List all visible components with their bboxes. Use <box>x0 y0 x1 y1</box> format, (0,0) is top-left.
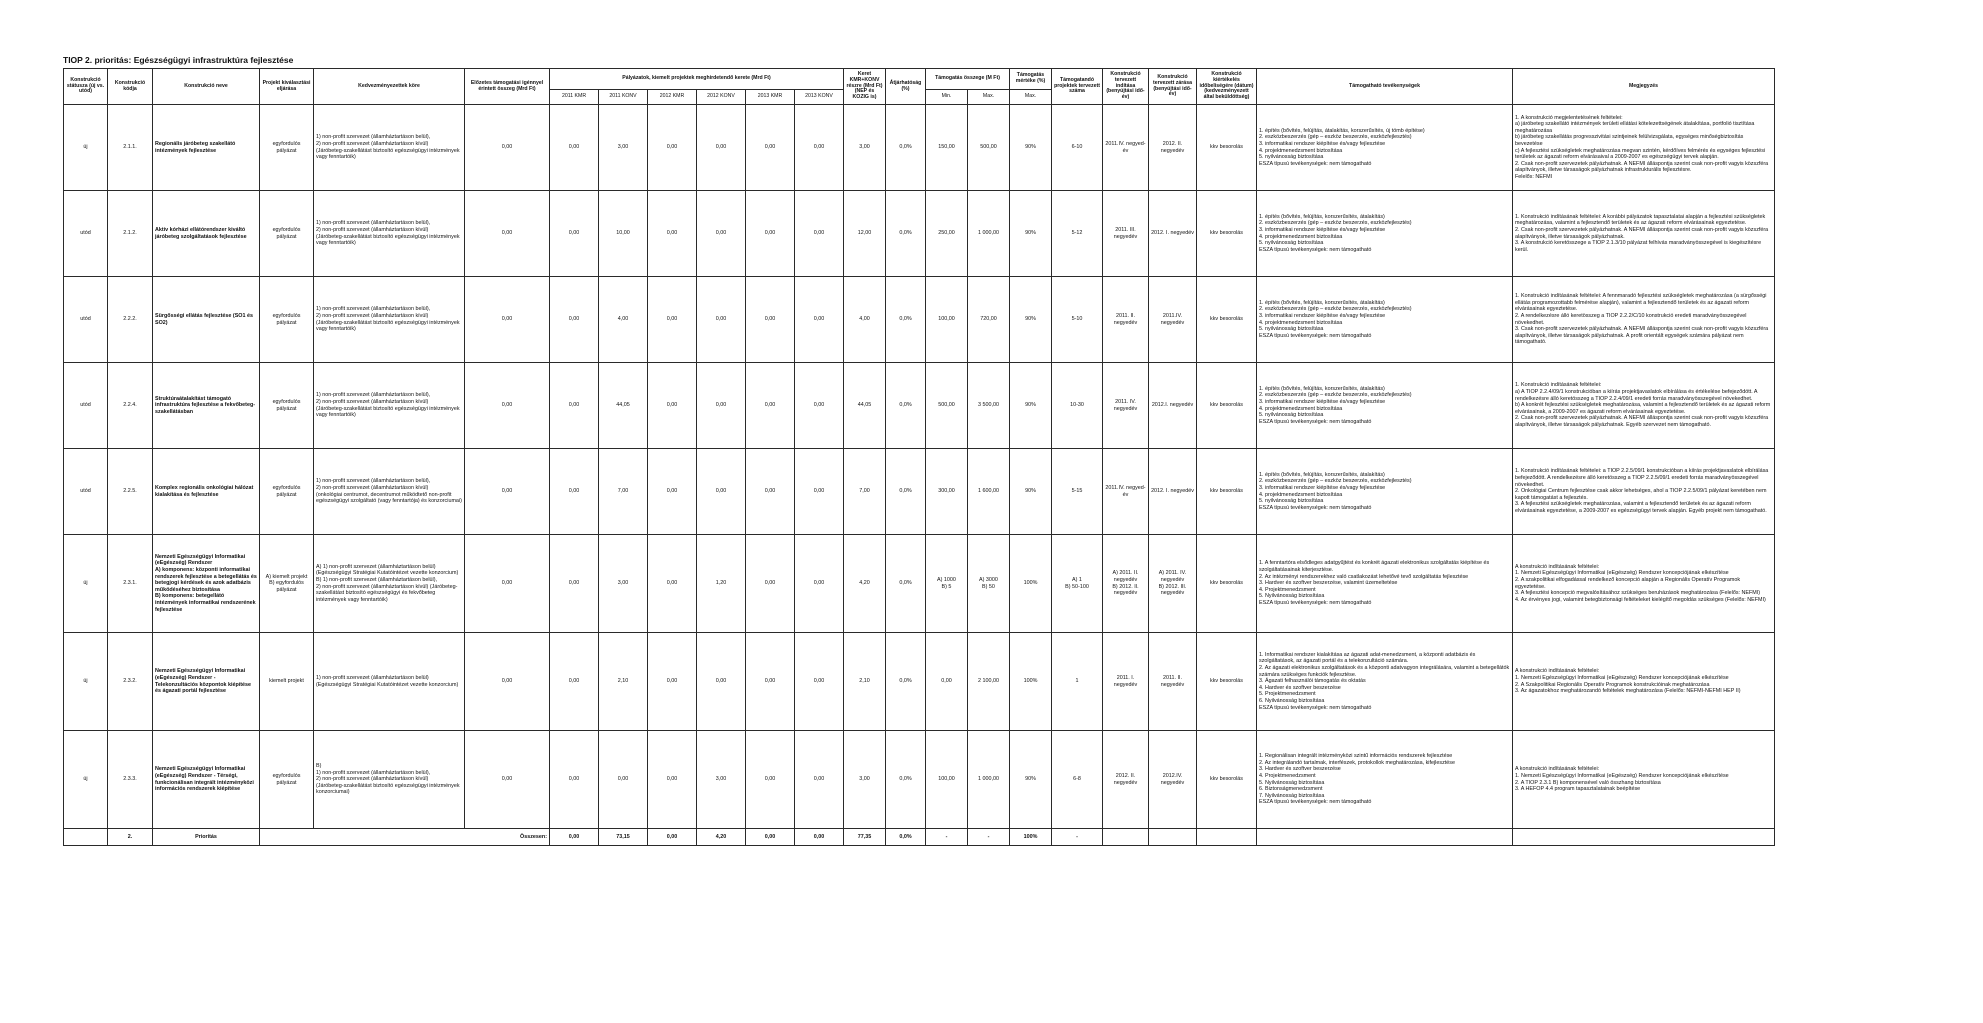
keret-2011-kmr-cell: 0,00 <box>550 535 599 633</box>
keret-2011-konv-cell: 0,00 <box>599 731 648 829</box>
tamogatas-max-cell: 1 000,00 <box>968 191 1010 277</box>
kedvezmenyezett-cell: A) 1) non-profit szervezet (államháztartáson belül) (Egészségügyi Stratégiai Kutatóintézet vezette konzorcium) B) 1) non-profit szervezet (államháztartáson belül), 2) non-profit szervezet (államháztartáson kívül) (Járóbeteg-szakellátást biztosító egészségügyi és fekvőbeteg intézmények vagy fenntartóik) <box>314 535 465 633</box>
keret-2013-kmr-cell: 0,00 <box>746 731 795 829</box>
elozetes-cell: 0,00 <box>465 105 550 191</box>
elozetes-cell: 0,00 <box>465 449 550 535</box>
kedvezmenyezett-cell: 1) non-profit szervezet (államháztartáson belül) (Egészségügyi Stratégiai Kutatóintézet vezette konzorcium) <box>314 633 465 731</box>
mertek-cell: 90% <box>1010 449 1052 535</box>
col-tevekenyseg-header: Támogatható tevékenységek <box>1257 69 1513 105</box>
keret-sum-cell: 3,00 <box>844 731 886 829</box>
summary-empty-cell <box>64 829 108 846</box>
keret-2012-kmr-cell: 0,00 <box>648 535 697 633</box>
projektszam-cell: 1 <box>1052 633 1103 731</box>
kod-cell: 2.2.4. <box>108 363 153 449</box>
inditas-cell: 2011. II. negyedév <box>1103 277 1149 363</box>
elozetes-cell: 0,00 <box>465 535 550 633</box>
nev-cell: Regionális járóbeteg szakellátó intézmények fejlesztése <box>153 105 260 191</box>
nev-cell: Nemzeti Egészségügyi Informatikai (eEgészség) Rendszer A) komponens: központi informatikai rendszerek fejlesztése a betegellátás és betegjogi kérdések és azok adatbázis működéséhez biztosítása B) komponens: betegellátó intézmények informatikai rendszerének fejlesztése <box>153 535 260 633</box>
header-row <box>64 69 1775 90</box>
table-row <box>64 731 1775 829</box>
projektszam-cell: 5-15 <box>1052 449 1103 535</box>
col-max-header: Max. <box>968 90 1010 105</box>
keret-sum-cell: 3,00 <box>844 105 886 191</box>
zaras-cell: 2011. II. negyedév <box>1149 633 1197 731</box>
tevekenyseg-cell: 1. építés (bővítés, felújítás, korszerűsítés, átalakítás) 2. eszközbeszerzés (gép – eszköz beszerzés, eszközfejlesztés) 3. informatikai rendszer kiépítése és/vagy fejlesztése 4. projektmenedzsment biztosítása 5. nyilvánosság biztosítása ESZA típusú tevékenységek: nem támogatható <box>1257 363 1513 449</box>
summary-2013-konv-cell: 0,00 <box>795 829 844 846</box>
megjegyzes-cell: 1. Konstrukció indításának feltételei: a TIOP 2.2.5/09/1 konstrukcióban a kiírás projektjavaslatok elbírálása befejeződött. A rendelkezésre álló keretösszeg a TIOP 2.2.5/09/1 eredeti forrás maradványösszegével növekedhet. 2. Onkológiai Centrum fejlesztése csak akkor lehetséges, ahol a TIOP 2.2.5/09/1 pályázat keretében nem kapott támogatást a fejlesztés. 3. A fejlesztési szükségletek meghatározása, valamint a fejlesztendő területek és az ágazati reform elvárásainak egyeztetése, a 2009-2007 es egészségügyi tervek alapján. Egyéb projekt nem támogatható. <box>1513 449 1775 535</box>
zaras-cell: 2012.I. negyedév <box>1149 363 1197 449</box>
megjegyzes-cell: 1. A konstrukció megjelentetésének feltételei: a) járóbeteg szakellátó intézmények területi ellátási kötelezettségének átalakítása, portfolió tisztítása meghatározása b) járóbeteg szakellátás progresszivitási szintjeinek felülvizsgálata, egységes minőségbiztosítás bevezetése c) A fejlesztési szükségletek meghatározása megvan szintén, kérdőíves felmérés és egységes fejlesztési területek az ágazati reform elvárásaival a 2009-2007 es egészségügyi tervek alapján. 2. Csak non-profit szervezetek pályázhatnak. A NEFMI álláspontja szerint csak non-profit vagyis közszféra alapítványok, illetve társaságok pályázhatnak infrastrukturális fejlesztésre. Felelős: NEFMI <box>1513 105 1775 191</box>
priority-table <box>63 68 1775 846</box>
keret-2011-kmr-cell: 0,00 <box>550 105 599 191</box>
tamogatas-max-cell: 720,00 <box>968 277 1010 363</box>
atjarhatosag-cell: 0,0% <box>886 363 926 449</box>
elozetes-cell: 0,00 <box>465 633 550 731</box>
col-keret-sum-header: Keret KMR+KONV részre (Mrd Ft) (NEP és KOZIG is) <box>844 69 886 105</box>
zaras-cell: 2011.IV. negyedév <box>1149 277 1197 363</box>
keret-2012-konv-cell: 0,00 <box>697 363 746 449</box>
keret-2013-konv-cell: 0,00 <box>795 277 844 363</box>
keret-2011-kmr-cell: 0,00 <box>550 449 599 535</box>
tamogatas-min-cell: 100,00 <box>926 731 968 829</box>
keret-2011-konv-cell: 3,00 <box>599 105 648 191</box>
inditas-cell: 2012. II. negyedév <box>1103 731 1149 829</box>
summary-label-cell: Összesen: <box>260 829 550 846</box>
atjarhatosag-cell: 0,0% <box>886 535 926 633</box>
col-kod-header: Konstrukció kódja <box>108 69 153 105</box>
mertek-cell: 100% <box>1010 535 1052 633</box>
keret-2011-kmr-cell: 0,00 <box>550 191 599 277</box>
tamogatas-max-cell: A) 3000 B) 50 <box>968 535 1010 633</box>
eljaras-cell: egyfordulós pályázat <box>260 731 314 829</box>
tamogatas-min-cell: 300,00 <box>926 449 968 535</box>
keret-2011-konv-cell: 3,00 <box>599 535 648 633</box>
keret-2012-konv-cell: 0,00 <box>697 633 746 731</box>
mertek-cell: 90% <box>1010 731 1052 829</box>
keret-2013-kmr-cell: 0,00 <box>746 363 795 449</box>
table-row <box>64 363 1775 449</box>
keret-2012-kmr-cell: 0,00 <box>648 191 697 277</box>
tevekenyseg-cell: 1. építés (bővítés, felújítás, korszerűsítés, átalakítás) 2. eszközbeszerzés (gép – eszköz beszerzés, eszközfejlesztés) 3. informatikai rendszer kiépítése és/vagy fejlesztése 4. projektmenedzsment biztosítása 5. nyilvánosság biztosítása ESZA típusú tevékenységek: nem támogatható <box>1257 191 1513 277</box>
kod-cell: 2.1.1. <box>108 105 153 191</box>
nev-cell: Komplex regionális onkológiai hálózat kialakítása és fejlesztése <box>153 449 260 535</box>
megjegyzes-cell: 1. Konstrukció indításának feltételei: A korábbi pályázatok tapasztalatai alapján a fejlesztési szükségletek meghatározása, valamint a fejlesztendő területek és az ágazati reform elvárásainak egyeztetése. 2. Csak non-profit szervezetek pályázhatnak. A NEFMI álláspontja szerint csak non-profit vagyis közszféra alapítványok, illetve társaságok pályázhatnak. 3. A konstrukció keretösszege a TIOP 2.1.3/10 pályázat felhívás maradványösszegével is kiegészítésre kerül. <box>1513 191 1775 277</box>
kiertesites-cell: kkv besorolás <box>1197 633 1257 731</box>
keret-2013-konv-cell: 0,00 <box>795 633 844 731</box>
col-zaras-header: Konstrukció tervezett zárása (benyújtási idő-év) <box>1149 69 1197 105</box>
zaras-cell: 2012. I. negyedév <box>1149 449 1197 535</box>
zaras-cell: 2012. II. negyedév <box>1149 105 1197 191</box>
atjarhatosag-cell: 0,0% <box>886 449 926 535</box>
table-row <box>64 105 1775 191</box>
col-eljaras-header: Projekt kiválasztási eljárása <box>260 69 314 105</box>
keret-2011-konv-cell: 10,00 <box>599 191 648 277</box>
kiertesites-cell: kkv besorolás <box>1197 449 1257 535</box>
keret-2012-konv-cell: 0,00 <box>697 191 746 277</box>
keret-sum-cell: 44,05 <box>844 363 886 449</box>
tamogatas-max-cell: 1 000,00 <box>968 731 1010 829</box>
kedvezmenyezett-cell: 1) non-profit szervezet (államháztartáson belül), 2) non-profit szervezet (államháztartáson kívül) (Járóbeteg-szakellátást biztosító egészségügyi intézmények vagy fenntartóik) <box>314 191 465 277</box>
projektszam-cell: 5-10 <box>1052 277 1103 363</box>
nev-cell: Aktív kórházi ellátórendszer kiváltó járóbeteg szolgáltatások fejlesztése <box>153 191 260 277</box>
inditas-cell: 2011. I. negyedév <box>1103 633 1149 731</box>
elozetes-cell: 0,00 <box>465 191 550 277</box>
eljaras-cell: egyfordulós pályázat <box>260 105 314 191</box>
eljaras-cell: egyfordulós pályázat <box>260 277 314 363</box>
keret-2011-kmr-cell: 0,00 <box>550 633 599 731</box>
kod-cell: 2.2.5. <box>108 449 153 535</box>
kiertesites-cell: kkv besorolás <box>1197 535 1257 633</box>
keret-2013-kmr-cell: 0,00 <box>746 535 795 633</box>
summary-2011-konv-cell: 73,15 <box>599 829 648 846</box>
nev-cell: Struktúraátalakítást támogató infrastruktúra fejlesztése a fekvőbeteg-szakellátásban <box>153 363 260 449</box>
keret-2013-konv-cell: 0,00 <box>795 535 844 633</box>
summary-keret-cell: 77,35 <box>844 829 886 846</box>
keret-sum-cell: 4,00 <box>844 277 886 363</box>
col-statusz-header: Konstrukció státusza (új vs. utód) <box>64 69 108 105</box>
keret-2013-konv-cell: 0,00 <box>795 105 844 191</box>
table-row <box>64 535 1775 633</box>
summary-kod-cell: 2. <box>108 829 153 846</box>
summary-max-cell: - <box>968 829 1010 846</box>
table-row <box>64 277 1775 363</box>
tevekenyseg-cell: 1. építés (bővítés, felújítás, korszerűsítés, átalakítás) 2. eszközbeszerzés (gép – eszköz beszerzés, eszközfejlesztés) 3. informatikai rendszer kiépítése és/vagy fejlesztése 4. projektmenedzsment biztosítása 5. nyilvánosság biztosítása ESZA típusú tevékenységek: nem támogatható <box>1257 449 1513 535</box>
col-year-header: 2013 KMR <box>746 90 795 105</box>
kedvezmenyezett-cell: 1) non-profit szervezet (államháztartáson belül), 2) non-profit szervezet (államháztartáson kívül) (Járóbeteg-szakellátást biztosító egészségügyi intézmények vagy fenntartóik) <box>314 277 465 363</box>
nev-cell: Nemzeti Egészségügyi Informatikai (eEgészség) Rendszer - Telekonzultációs központok kiépítése és ágazati portál fejlesztése <box>153 633 260 731</box>
col-nev-header: Konstrukció neve <box>153 69 260 105</box>
keret-2011-kmr-cell: 0,00 <box>550 277 599 363</box>
projektszam-cell: 10-30 <box>1052 363 1103 449</box>
keret-2012-konv-cell: 1,20 <box>697 535 746 633</box>
summary-row <box>64 829 1775 846</box>
col-kedvezmenyezett-header: Kedvezményezettek köre <box>314 69 465 105</box>
tevekenyseg-cell: 1. A fenntartóra elsődleges adatgyűjtést és konkrét ágazati elektronikus szolgáltatás kiépítése és szolgáltatásainak kiterjesztése. 2. Az intézményi rendszerekhez való csatlakozást lehetővé tevő szolgáltatás fejlesztése 3. Hardver és szoftver beszerzése, valamint üzemeltetése 4. Projektmenedzsment 5. Nyilvánosság biztosítása ESZA típusú tevékenységek: nem támogatható <box>1257 535 1513 633</box>
statusz-cell: utód <box>64 191 108 277</box>
kedvezmenyezett-cell: 1) non-profit szervezet (államháztartáson belül), 2) non-profit szervezet (államháztartáson kívül) (Járóbeteg-szakellátást biztosító egészségügyi intézmények vagy fenntartóik) <box>314 105 465 191</box>
statusz-cell: új <box>64 535 108 633</box>
nev-cell: Sürgősségi ellátás fejlesztése (SO1 és SO2) <box>153 277 260 363</box>
megjegyzes-cell: 1. Konstrukció indításának feltételei: a) A TIOP 2.2.4/09/1 konstrukcióban a kiírás projektjavaslatok elbírálása és értékelése befejeződött. A rendelkezésre álló keretösszeg a TIOP 2.2.4/09/1 eredeti forrás maradványösszegével növekedhet. b) A konkrét fejlesztési szükségletek meghatározása, valamint a fejlesztendő területek és az ágazati reform elvárásainak, a 2009-2007 es ágazati reform elvárásainak egyeztetése. 2. Csak non-profit szervezetek pályázhatnak. A NEFMI álláspontja szerint csak non-profit vagyis közszféra alapítványok, illetve társaságok pályázhatnak. Egyéb szervezet nem támogatható. <box>1513 363 1775 449</box>
keret-2012-konv-cell: 0,00 <box>697 449 746 535</box>
keret-2011-konv-cell: 44,05 <box>599 363 648 449</box>
col-year-header: 2011 KMR <box>550 90 599 105</box>
keret-2012-kmr-cell: 0,00 <box>648 731 697 829</box>
keret-2013-konv-cell: 0,00 <box>795 731 844 829</box>
kiertesites-cell: kkv besorolás <box>1197 105 1257 191</box>
atjarhatosag-cell: 0,0% <box>886 633 926 731</box>
projektszam-cell: 6-10 <box>1052 105 1103 191</box>
atjarhatosag-cell: 0,0% <box>886 191 926 277</box>
atjarhatosag-cell: 0,0% <box>886 105 926 191</box>
tamogatas-min-cell: 150,00 <box>926 105 968 191</box>
mertek-cell: 100% <box>1010 633 1052 731</box>
summary-2011-kmr-cell: 0,00 <box>550 829 599 846</box>
mertek-cell: 90% <box>1010 363 1052 449</box>
tevekenyseg-cell: 1. Regionálisan integrált intézményközi szintű információs rendszerek fejlesztése 2. Az integrálandó tartalmak, interfészek, protokollok meghatározása, kifejlesztése 3. Hardver és szoftver beszerzése 4. Projektmenedzsment 5. Nyilvánosság biztosítása 6. Biztonságmenedzsment 7. Nyilvánosság biztosítása ESZA típusú tevékenységek: nem támogatható <box>1257 731 1513 829</box>
col-projektszam-header: Támogatandó projektek tervezett száma <box>1052 69 1103 105</box>
summary-mertek-cell: 100% <box>1010 829 1052 846</box>
col-year-header: 2013 KONV <box>795 90 844 105</box>
keret-2013-konv-cell: 0,00 <box>795 363 844 449</box>
keret-2013-konv-cell: 0,00 <box>795 449 844 535</box>
page-title: TIOP 2. prioritás: Egészségügyi infrastruktúra fejlesztése <box>63 55 294 65</box>
keret-2011-konv-cell: 4,00 <box>599 277 648 363</box>
keret-2013-konv-cell: 0,00 <box>795 191 844 277</box>
summary-empty-cell <box>1257 829 1513 846</box>
col-min-header: Min. <box>926 90 968 105</box>
statusz-cell: új <box>64 731 108 829</box>
keret-2012-kmr-cell: 0,00 <box>648 449 697 535</box>
keret-sum-cell: 2,10 <box>844 633 886 731</box>
statusz-cell: új <box>64 105 108 191</box>
inditas-cell: 2011. IV. negyedév <box>1103 363 1149 449</box>
atjarhatosag-cell: 0,0% <box>886 277 926 363</box>
col-atjarhatosag-header: Átjárhatóság (%) <box>886 69 926 105</box>
col-year-header: 2012 KMR <box>648 90 697 105</box>
statusz-cell: utód <box>64 277 108 363</box>
kod-cell: 2.3.3. <box>108 731 153 829</box>
keret-2011-kmr-cell: 0,00 <box>550 363 599 449</box>
table-row <box>64 633 1775 731</box>
keret-2012-konv-cell: 3,00 <box>697 731 746 829</box>
tevekenyseg-cell: 1. építés (bővítés, felújítás, korszerűsítés, átalakítás) 2. eszközbeszerzés (gép – eszköz beszerzés, eszközfejlesztés) 3. informatikai rendszer kiépítése és/vagy fejlesztése 4. projektmenedzsment biztosítása 5. nyilvánosság biztosítása ESZA típusú tevékenységek: nem támogatható <box>1257 277 1513 363</box>
table-row <box>64 449 1775 535</box>
zaras-cell: 2012.IV. negyedév <box>1149 731 1197 829</box>
summary-projektszam-cell: - <box>1052 829 1103 846</box>
inditas-cell: 2011.IV. negyed-év <box>1103 449 1149 535</box>
megjegyzes-cell: 1. Konstrukció indításának feltételei: A fennmaradó fejlesztési szükségletek meghatározása (a sürgősségi ellátás programozottabb felmérése alapján), valamint a fejlesztendő területek és az ágazati reform elvárásainak egyeztetése. 2. A rendelkezésre álló keretösszeg a TIOP 2.2.2/C/10 konstrukció eredeti maradványösszegével növekedhet. 3. Csak non-profit szervezetek pályázhatnak. A NEFMI álláspontja szerint csak non-profit vagyis közszféra alapítványok, illetve társaságok pályázhatnak. A profit orientált egységek számára pályázat nem támogatható. <box>1513 277 1775 363</box>
eljaras-cell: A) kiemelt projekt B) egyfordulós pályázat <box>260 535 314 633</box>
tamogatas-max-cell: 1 600,00 <box>968 449 1010 535</box>
keret-2013-kmr-cell: 0,00 <box>746 191 795 277</box>
tamogatas-min-cell: 500,00 <box>926 363 968 449</box>
zaras-cell: A) 2011. IV. negyedév B) 2012. III. negyedév <box>1149 535 1197 633</box>
table-body <box>64 105 1775 846</box>
summary-2013-kmr-cell: 0,00 <box>746 829 795 846</box>
megjegyzes-cell: A konstrukció indításának feltételei: 1. Nemzeti Egészségügyi Informatikai (eEgészség) Rendszer koncepciójának elkészítése 2. A szakpolitikai elfogadással rendelkező koncepció alapján a Regionális Operatív Programok egyeztetése. 3. A fejlesztési koncepció megvalósításához szükséges beruházások meghatározása (Felelős: NEFMI) 4. Az érvényes jogi, valamint betegbiztonsági feltételeket kielégítő megoldás szükséges (Felelős: NEFMI) <box>1513 535 1775 633</box>
eljaras-cell: egyfordulós pályázat <box>260 363 314 449</box>
tamogatas-min-cell: A) 1000 B) 5 <box>926 535 968 633</box>
nev-cell: Nemzeti Egészségügyi Informatikai (eEgészség) Rendszer - Térségi, funkcionálisan integrált intézményközi információs rendszerek kiépítése <box>153 731 260 829</box>
keret-2013-kmr-cell: 0,00 <box>746 277 795 363</box>
megjegyzes-cell: A konstrukció indításának feltételei: 1. Nemzeti Egészségügyi Informatikai (eEgészség) Rendszer koncepciójának elkészítése 2. A Szakpolitikai Regionális Operatív Programok konstrukcióinak meghatározása 3. Az ágazatokhoz meghatározandó feltételek meghatározása (Felelős: NEFMI-NEFMI HEP II) <box>1513 633 1775 731</box>
kedvezmenyezett-cell: B) 1) non-profit szervezet (államháztartáson belül), 2) non-profit szervezet (államháztartáson kívül) (Járóbeteg-szakellátást biztosító egészségügyi intézmények konzorciumai) <box>314 731 465 829</box>
keret-2011-konv-cell: 2,10 <box>599 633 648 731</box>
summary-2012-konv-cell: 4,20 <box>697 829 746 846</box>
elozetes-cell: 0,00 <box>465 731 550 829</box>
tevekenyseg-cell: 1. építés (bővítés, felújítás, átalakítás, korszerűsítés, új tömb építése) 2. eszközbeszerzés (gép – eszköz beszerzés, eszközfejlesztés) 3. informatikai rendszer kiépítése és/vagy fejlesztése 4. projektmenedzsment biztosítása 5. nyilvánosság biztosítása ESZA típusú tevékenységek: nem támogatható <box>1257 105 1513 191</box>
summary-2012-kmr-cell: 0,00 <box>648 829 697 846</box>
keret-2012-kmr-cell: 0,00 <box>648 363 697 449</box>
keret-2011-konv-cell: 7,00 <box>599 449 648 535</box>
kiertesites-cell: kkv besorolás <box>1197 191 1257 277</box>
table-row <box>64 191 1775 277</box>
col-mertek-header: Támogatás mértéke (%) <box>1010 69 1052 90</box>
kod-cell: 2.3.1. <box>108 535 153 633</box>
col-meghirdetes-header: Konstrukció tervezett indítása (benyújtási idő-év) <box>1103 69 1149 105</box>
eljaras-cell: egyfordulós pályázat <box>260 449 314 535</box>
inditas-cell: 2011. III. negyedév <box>1103 191 1149 277</box>
summary-empty-cell <box>1149 829 1197 846</box>
keret-2012-kmr-cell: 0,00 <box>648 633 697 731</box>
kod-cell: 2.3.2. <box>108 633 153 731</box>
summary-min-cell: - <box>926 829 968 846</box>
projektszam-cell: A) 1 B) 50-100 <box>1052 535 1103 633</box>
zaras-cell: 2012. I. negyedév <box>1149 191 1197 277</box>
keret-2012-kmr-cell: 0,00 <box>648 105 697 191</box>
keret-2012-konv-cell: 0,00 <box>697 277 746 363</box>
tamogatas-max-cell: 2 100,00 <box>968 633 1010 731</box>
keret-2011-kmr-cell: 0,00 <box>550 731 599 829</box>
elozetes-cell: 0,00 <box>465 363 550 449</box>
summary-empty-cell <box>1197 829 1257 846</box>
mertek-cell: 90% <box>1010 105 1052 191</box>
statusz-cell: új <box>64 633 108 731</box>
summary-nev-cell: Prioritás <box>153 829 260 846</box>
col-keret-group-header: Pályázatok, kiemelt projektek meghirdetendő kerete (Mrd Ft) <box>550 69 844 90</box>
summary-empty-cell <box>1513 829 1775 846</box>
mertek-cell: 90% <box>1010 191 1052 277</box>
statusz-cell: utód <box>64 363 108 449</box>
col-kiertesites-header: Konstrukció kiértékelés időbeliségére (dátum) (kedvezményezett által beküldöttség) <box>1197 69 1257 105</box>
kiertesites-cell: kkv besorolás <box>1197 731 1257 829</box>
kiertesites-cell: kkv besorolás <box>1197 363 1257 449</box>
keret-2013-kmr-cell: 0,00 <box>746 105 795 191</box>
kiertesites-cell: kkv besorolás <box>1197 277 1257 363</box>
summary-empty-cell <box>1103 829 1149 846</box>
keret-2012-konv-cell: 0,00 <box>697 105 746 191</box>
kedvezmenyezett-cell: 1) non-profit szervezet (államháztartáson belül), 2) non-profit szervezet (államháztartáson kívül) (Járóbeteg-szakellátást biztosító egészségügyi intézmények vagy fenntartóik) <box>314 363 465 449</box>
projektszam-cell: 6-8 <box>1052 731 1103 829</box>
tamogatas-max-cell: 3 500,00 <box>968 363 1010 449</box>
tamogatas-min-cell: 0,00 <box>926 633 968 731</box>
megjegyzes-cell: A konstrukció indításának feltételei: 1. Nemzeti Egészségügyi Informatikai (eEgészség) Rendszer koncepciójának elkészítése 2. A TIOP 2.3.1 B) komponensével való összhang biztosítása 3. A HEFOP 4.4 program tapasztalatainak beépítése <box>1513 731 1775 829</box>
kod-cell: 2.1.2. <box>108 191 153 277</box>
keret-2013-kmr-cell: 0,00 <box>746 449 795 535</box>
summary-atjarhatosag-cell: 0,0% <box>886 829 926 846</box>
keret-sum-cell: 4,20 <box>844 535 886 633</box>
kedvezmenyezett-cell: 1) non-profit szervezet (államháztartáson belül), 2) non-profit szervezet (államháztartáson kívül) (onkológiai centrumot, decentrumot működtető non-profit egészségügyi szolgáltató (vagy fenntartója) és konzorciumai) <box>314 449 465 535</box>
col-year-header: 2012 KONV <box>697 90 746 105</box>
statusz-cell: utód <box>64 449 108 535</box>
eljaras-cell: kiemelt projekt <box>260 633 314 731</box>
col-tamogatas-group-header: Támogatás összege (M Ft) <box>926 69 1010 90</box>
col-year-header: 2011 KONV <box>599 90 648 105</box>
tamogatas-max-cell: 500,00 <box>968 105 1010 191</box>
eljaras-cell: egyfordulós pályázat <box>260 191 314 277</box>
inditas-cell: A) 2011. II. negyedév B) 2012. II. negyedév <box>1103 535 1149 633</box>
inditas-cell: 2011.IV. negyed-év <box>1103 105 1149 191</box>
keret-sum-cell: 12,00 <box>844 191 886 277</box>
keret-sum-cell: 7,00 <box>844 449 886 535</box>
mertek-cell: 90% <box>1010 277 1052 363</box>
col-mertek-max-header: Max. <box>1010 90 1052 105</box>
projektszam-cell: 5-12 <box>1052 191 1103 277</box>
col-megjegyzes-header: Megjegyzés <box>1513 69 1775 105</box>
tamogatas-min-cell: 100,00 <box>926 277 968 363</box>
col-elozetes-header: Előzetes támogatási igénnyel érintett összeg (Mrd Ft) <box>465 69 550 105</box>
keret-2012-kmr-cell: 0,00 <box>648 277 697 363</box>
kod-cell: 2.2.2. <box>108 277 153 363</box>
tamogatas-min-cell: 250,00 <box>926 191 968 277</box>
atjarhatosag-cell: 0,0% <box>886 731 926 829</box>
tevekenyseg-cell: 1. Informatikai rendszer kialakítása az ágazati adat-menedzsment, a központi adatbázis és szolgáltatások, az ágazati portál és a telekonzultáció számára. 2. Az ágazati elektronikus szolgáltatások és a központi adatvagyon integrálására, valamint a betegellátók számára szükséges funkciók fejlesztése. 3. Ágazati felhasználói támogatás és oktatás 4. Hardver és szoftver beszerzése 5. Projektmenedzsment 6. Nyilvánosság biztosítása ESZA típusú tevékenységek: nem támogatható <box>1257 633 1513 731</box>
elozetes-cell: 0,00 <box>465 277 550 363</box>
keret-2013-kmr-cell: 0,00 <box>746 633 795 731</box>
